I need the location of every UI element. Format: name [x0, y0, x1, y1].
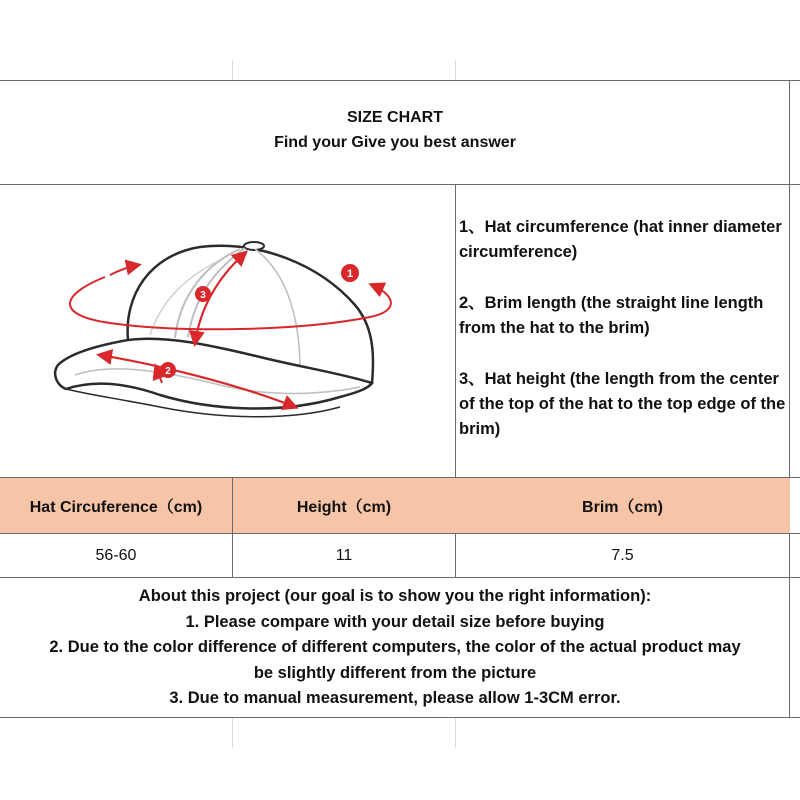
cell-brim: 7.5 — [611, 546, 634, 564]
marker-2-label: 2 — [165, 366, 171, 377]
marker-1 — [341, 264, 359, 282]
marker-1-label: 1 — [346, 268, 354, 280]
note-item: 1. Please compare with your detail size before buying — [185, 612, 605, 631]
guide-line-top — [232, 60, 233, 80]
table-border-top — [0, 80, 800, 81]
marker-3 — [195, 286, 211, 302]
description-hat-height: 3、Hat height (the length from the center of the top of the hat to the top edge of the brim) — [459, 370, 786, 438]
project-notes — [0, 584, 790, 712]
table-border-bottom — [0, 717, 800, 718]
measurement-descriptions — [459, 215, 789, 468]
circumference-arrow — [110, 265, 138, 275]
cell-hat-circumference: 56-60 — [95, 546, 137, 564]
page-subtitle: Find your Give you best answer — [274, 134, 516, 151]
description-brim-length: 2、Brim length (the straight line length from the hat to the brim) — [459, 294, 764, 337]
note-item: 3. Due to manual measurement, please allow 1-3CM error. — [169, 689, 621, 707]
hat-button — [244, 242, 264, 250]
guide-line-bottom — [455, 718, 456, 748]
guide-line-bottom — [232, 718, 233, 748]
note-item: 2. Due to the color difference of different computers, the color of the actual product may — [49, 638, 741, 656]
note-item: be slightly different from the picture — [253, 663, 537, 682]
marker-2 — [160, 362, 176, 378]
header-height: Height（cm) — [296, 499, 392, 516]
hat-diagram — [0, 185, 455, 477]
cell-height: 11 — [335, 546, 353, 564]
header-hat-circumference: Hat Circuference（cm) — [29, 499, 203, 516]
marker-3-label: 3 — [200, 290, 206, 301]
guide-line-top — [455, 60, 456, 80]
table-border — [0, 577, 800, 578]
page-title: SIZE CHART — [347, 109, 443, 126]
header-brim: Brim（cm) — [582, 499, 663, 516]
notes-intro: About this project (our goal is to show you the right information): — [138, 587, 652, 605]
description-hat-circumference: 1、Hat circumference (hat inner diameter circumference) — [459, 218, 782, 261]
